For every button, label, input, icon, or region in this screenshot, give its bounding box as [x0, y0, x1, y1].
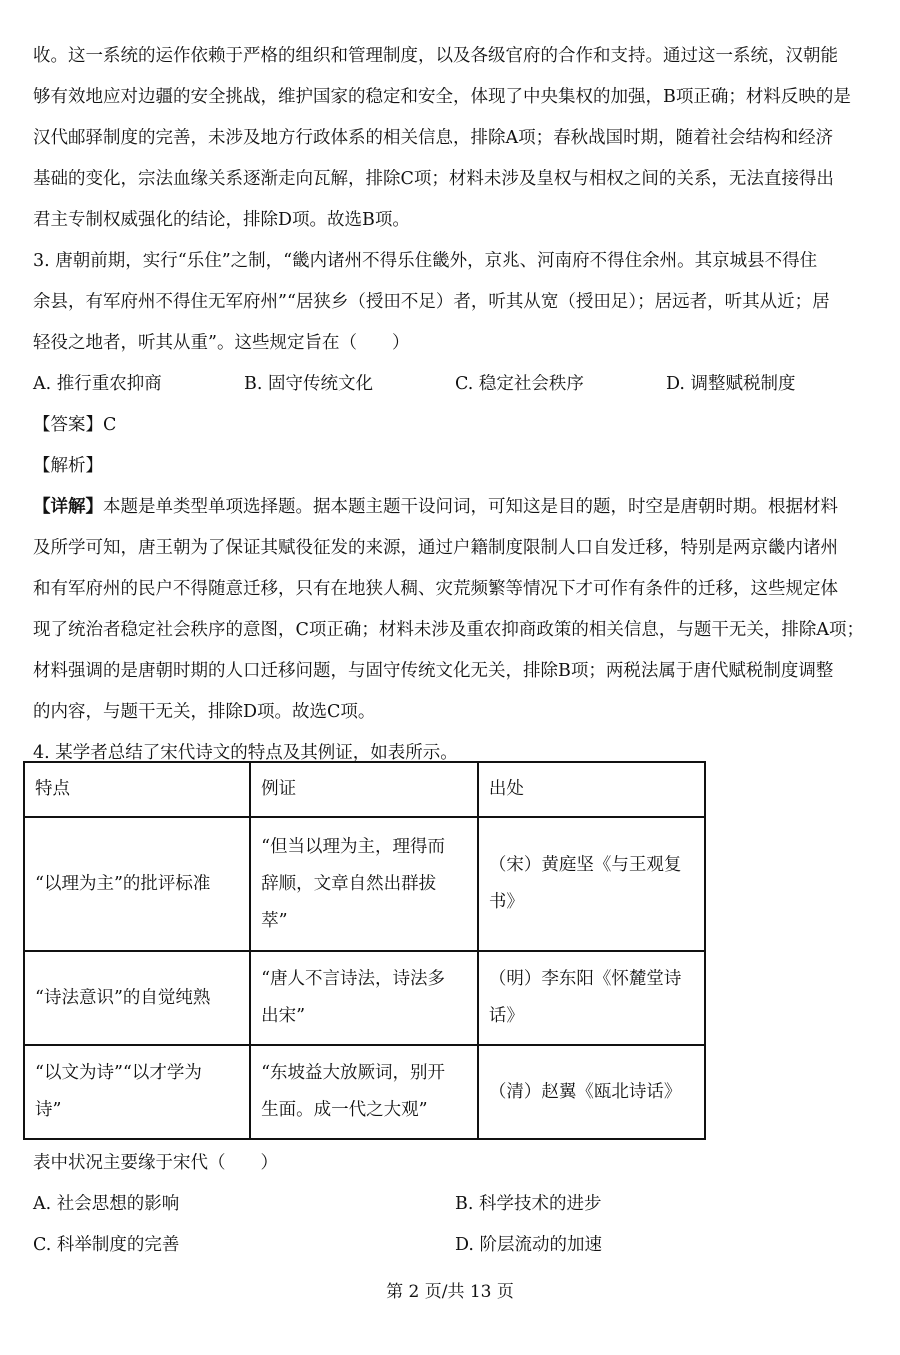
cell-line: （清）赵翼《瓯北诗话》 [488, 1081, 682, 1102]
option-a: A. 推行重农抑商 [33, 374, 162, 394]
option-d: D. 阶层流动的加速 [455, 1235, 603, 1255]
table-cell-source [478, 951, 705, 1045]
table-cell-example [250, 951, 478, 1045]
cell-line: “以文为诗”“以才学为 [35, 1063, 202, 1083]
option-d: D. 调整赋税制度 [666, 374, 796, 394]
text-line: 和有军府州的民户不得随意迁移，只有在地狭人稠、灾荒频繁等情况下才可作有条件的迁移，这些规定体 [33, 579, 838, 599]
text-line: 收。这一系统的运作依赖于严格的组织和管理制度，以及各级官府的合作和支持。通过这一系统，汉朝能 [33, 46, 838, 66]
question-3-options [33, 364, 879, 405]
cell-line: “唐人不言诗法，诗法多 [261, 969, 446, 989]
table-header-row [24, 762, 705, 817]
table-cell-source [478, 1045, 705, 1139]
cell-line: “但当以理为主，理得而 [261, 836, 446, 857]
answer-label: 【答案】C [33, 415, 117, 435]
table-cell-feature [24, 1045, 250, 1139]
text-line: 君主专制权威强化的结论，排除D项。故选B项。 [33, 210, 410, 230]
cell-line: 话》 [488, 1006, 524, 1026]
table-header-cell: 例证 [250, 762, 478, 817]
document-body [33, 36, 879, 774]
text-line: 表中状况主要缘于宋代（ ） [33, 1153, 278, 1173]
option-c: C. 科举制度的完善 [33, 1235, 180, 1255]
text-line: 余县，有军府州不得住无军府州”“居狭乡（授田不足）者，听其从宽（授田足）；居远者，听其从近；居 [33, 292, 830, 312]
text-line: 够有效地应对边疆的安全挑战，维护国家的稳定和安全，体现了中央集权的加强，B项正确；材料反映的是 [33, 87, 851, 107]
question-4-question [33, 1143, 879, 1184]
detail-label: 【详解】 [33, 497, 103, 517]
text-line: 汉代邮驿制度的完善，未涉及地方行政体系的相关信息，排除A项；春秋战国时期，随着社会结构和经济 [33, 128, 834, 148]
question-3-detail [33, 487, 879, 733]
table-row [24, 951, 705, 1045]
table-cell-source [478, 817, 705, 951]
cell-line: 出宋” [261, 1006, 306, 1026]
table-header-cell: 出处 [478, 762, 705, 817]
text-line: 3. 唐朝前期，实行“乐住”之制，“畿内诸州不得乐住畿外，京兆、河南府不得住余州。其京城县不得住 [33, 251, 818, 271]
cell-line: 书》 [488, 892, 524, 912]
table-row [24, 817, 705, 951]
page-footer: 第 2 页/共 13 页 [386, 1282, 514, 1302]
detail-text: 本题是单类型单项选择题。据本题主题干设问词，可知这是目的题，时空是唐朝时期。根据材料 [103, 497, 838, 517]
option-b: B. 固守传统文化 [244, 374, 373, 394]
intro-paragraph [33, 36, 879, 241]
table-cell-example [250, 1045, 478, 1139]
cell-line: 诗” [35, 1100, 62, 1120]
text-line: 基础的变化，宗法血缘关系逐渐走向瓦解，排除C项；材料未涉及皇权与相权之间的关系，无法直接得出 [33, 169, 834, 189]
option-b: B. 科学技术的进步 [455, 1194, 602, 1214]
question-4-followup [33, 1143, 879, 1266]
text-line: 及所学可知，唐王朝为了保证其赋役征发的来源，通过户籍制度限制人口自发迁移，特别是两京畿内诸州 [33, 538, 838, 558]
cell-line: （宋）黄庭坚《与王观复 [488, 855, 682, 875]
question-4-options [33, 1184, 879, 1266]
table-cell-feature: “诗法意识”的自觉纯熟 [24, 951, 250, 1045]
option-a: A. 社会思想的影响 [33, 1194, 180, 1214]
option-c: C. 稳定社会秩序 [455, 374, 584, 394]
cell-line: 辞顺，文章自然出群拔 [261, 873, 437, 894]
text-line: 轻役之地者，听其从重”。这些规定旨在（ ） [33, 333, 410, 353]
cell-line: 生面。成一代之大观” [261, 1100, 428, 1120]
text-line: 材料强调的是唐朝时期的人口迁移问题，与固守传统文化无关，排除B项；两税法属于唐代赋税制度调整 [33, 661, 834, 681]
table-cell-feature: “以理为主”的批评标准 [24, 817, 250, 951]
table-row [24, 1045, 705, 1139]
feature-table [23, 761, 706, 1140]
text-line: 的内容，与题干无关，排除D项。故选C项。 [33, 702, 376, 722]
table-header-cell: 特点 [24, 762, 250, 817]
text-line: 现了统治者稳定社会秩序的意图，C项正确；材料未涉及重农抑商政策的相关信息，与题干无关，排除A项； [33, 620, 865, 640]
text-line: 4. 某学者总结了宋代诗文的特点及其例证，如表所示。 [33, 743, 458, 763]
table-cell-example [250, 817, 478, 951]
question-3-stem [33, 241, 879, 364]
analysis-label: 【解析】 [33, 456, 103, 476]
cell-line: 萃” [261, 910, 288, 931]
cell-line: “东坡益大放厥词，别开 [261, 1063, 446, 1083]
text-line [33, 487, 879, 528]
cell-line: （明）李东阳《怀麓堂诗 [488, 969, 682, 989]
